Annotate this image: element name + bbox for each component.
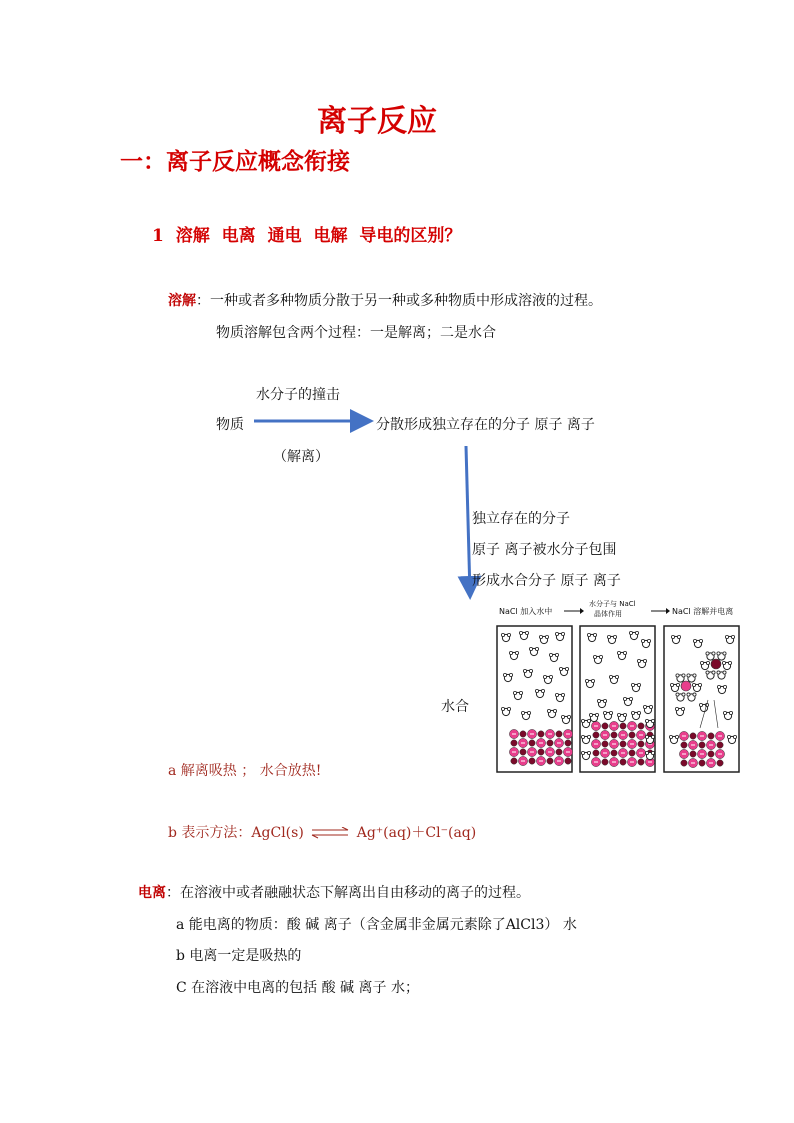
- note-a: a 解离吸热 ； 水合放热!: [168, 763, 322, 779]
- sodium-ion: [520, 731, 526, 737]
- sodium-ion: [620, 759, 626, 765]
- sodium-ion: [690, 733, 696, 739]
- sodium-ion: [556, 749, 562, 755]
- dissolve-definition: ：一种或者多种物质分散于另一种或多种物质中形成溶液的过程。: [196, 293, 602, 309]
- hydration-label: 水合: [441, 699, 469, 715]
- arrow-down: [466, 446, 470, 594]
- sodium-ion: [638, 741, 644, 747]
- note-b: [168, 822, 476, 842]
- sodium-ion: [638, 759, 644, 765]
- sodium-ion: [529, 740, 535, 746]
- dispersed-label: 分散形成独立存在的分子 原子 离子: [376, 417, 595, 433]
- ionize-definition: ：在溶液中或者融融状态下解离出自由移动的离子的过程。: [166, 885, 530, 901]
- sodium-ion: [708, 733, 714, 739]
- sodium-ion: [717, 760, 723, 766]
- question-heading: 1 溶解 电离 通电 电解 导电的区别？: [152, 226, 462, 246]
- dissolve-term: 溶解: [168, 293, 196, 309]
- nacl-dissolution-figure: [494, 600, 744, 776]
- collision-label: 水分子的撞击: [256, 387, 340, 403]
- sodium-ion: [556, 731, 562, 737]
- page-title: 离子反应: [317, 104, 437, 139]
- sodium-ion: [593, 750, 599, 756]
- sodium-ion: [638, 723, 644, 729]
- sodium-ion: [529, 758, 535, 764]
- sodium-ion: [602, 741, 608, 747]
- sodium-ion: [629, 750, 635, 756]
- sodium-ion: [547, 758, 553, 764]
- sodium-ion: [511, 758, 517, 764]
- dissolve-two-processes: 物质溶解包含两个过程：一是解离；二是水合: [216, 325, 496, 341]
- sodium-ion: [602, 723, 608, 729]
- figure-label-3: NaCl 溶解并电离: [672, 607, 734, 616]
- sodium-ion: [547, 740, 553, 746]
- figure-label-2b: 晶体作用: [594, 610, 622, 618]
- sodium-ion: [620, 741, 626, 747]
- sodium-ion: [699, 760, 705, 766]
- ionize-term: 电离: [138, 885, 166, 901]
- hydrated-ion: [711, 659, 721, 669]
- sodium-ion: [681, 742, 687, 748]
- ionize-item-b: b 电离一定是吸热的: [176, 948, 302, 964]
- ionize-item-a: a 能电离的物质：酸 碱 离子（含金属非金属元素除了AlCl3） 水: [176, 917, 577, 933]
- sodium-ion: [708, 751, 714, 757]
- sodium-ion: [690, 751, 696, 757]
- section-heading: 一：离子反应概念衔接: [120, 148, 350, 175]
- sodium-ion: [520, 749, 526, 755]
- sodium-ion: [602, 759, 608, 765]
- dissociation-label: （解离）: [273, 449, 329, 465]
- substance-label: 物质: [216, 417, 244, 433]
- figure-label-2a: 水分子与 NaCl: [589, 600, 636, 608]
- sodium-ion: [538, 749, 544, 755]
- hydrated-ion: [681, 681, 691, 691]
- hydrated-line-1: 独立存在的分子: [472, 511, 570, 527]
- sodium-ion: [629, 732, 635, 738]
- note-b-prefix: b 表示方法：AgCl(s): [168, 825, 304, 841]
- sodium-ion: [565, 740, 571, 746]
- sodium-ion: [593, 732, 599, 738]
- sodium-ion: [699, 742, 705, 748]
- sodium-ion: [538, 731, 544, 737]
- ionize-item-c: C 在溶液中电离的包括 酸 碱 离子 水；: [176, 980, 419, 996]
- note-b-products: Ag⁺(aq)＋Cl⁻(aq): [356, 825, 477, 841]
- sodium-ion: [565, 758, 571, 764]
- sodium-ion: [611, 750, 617, 756]
- figure-label-1: NaCl 加入水中: [499, 607, 553, 616]
- sodium-ion: [511, 740, 517, 746]
- hydrated-line-3: 形成水合分子 原子 离子: [472, 573, 621, 589]
- equilibrium-arrow-icon: [310, 827, 350, 839]
- sodium-ion: [611, 732, 617, 738]
- sodium-ion: [717, 742, 723, 748]
- ionize-paragraph: [138, 882, 530, 902]
- sodium-ion: [681, 760, 687, 766]
- sodium-ion: [620, 723, 626, 729]
- hydrated-line-2: 原子 离子被水分子包围: [472, 542, 617, 558]
